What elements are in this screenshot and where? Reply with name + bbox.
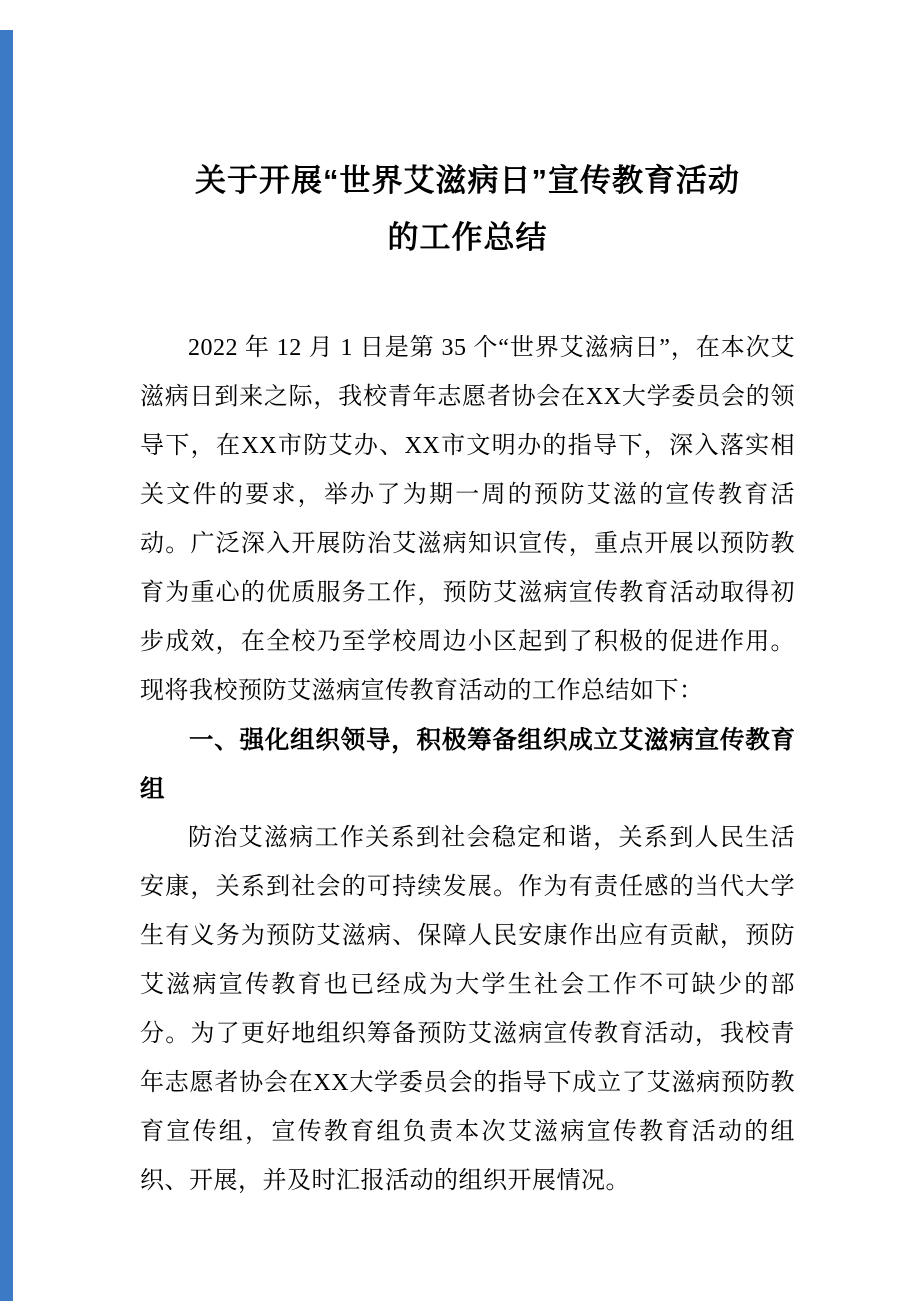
document-title [140, 0, 795, 266]
page-content [140, 0, 795, 1206]
document-body [140, 324, 795, 1206]
paragraph-intro: 2022 年 12 月 1 日是第 35 个“世界艾滋病日”，在本次艾滋病日到来之际，我校青年志愿者协会在XX大学委员会的领导下，在XX市防艾办、XX市文明办的指导下，深入落实相关文件的要求，举办了为期一周的预防艾滋的宣传教育活动。广泛深入开展防治艾滋病知识宣传，重点开展以预防教育为重心的优质服务工作，预防艾滋病宣传教育活动取得初步成效，在全校乃至学校周边小区起到了积极的促进作用。现将我校预防艾滋病宣传教育活动的工作总结如下： [140, 335, 795, 704]
document-title-line-1: 关于开展“世界艾滋病日”宣传教育活动 [195, 163, 740, 198]
paragraph-section-1: 防治艾滋病工作关系到社会稳定和谐，关系到人民生活安康，关系到社会的可持续发展。作为有责任感的当代大学生有义务为预防艾滋病、保障人民安康作出应有贡献，预防艾滋病宣传教育也已经成为大学生社会工作不可缺少的部分。为了更好地组织筹备预防艾滋病宣传教育活动，我校青年志愿者协会在XX大学委员会的指导下成立了艾滋病预防教育宣传组，宣传教育组负责本次艾滋病宣传教育活动的组织、开展，并及时汇报活动的组织开展情况。 [140, 825, 795, 1194]
section-heading-1: 一、强化组织领导，积极筹备组织成立艾滋病宣传教育组 [140, 727, 795, 803]
document-title-line-2: 的工作总结 [387, 220, 548, 255]
left-accent-bar [0, 30, 13, 1301]
